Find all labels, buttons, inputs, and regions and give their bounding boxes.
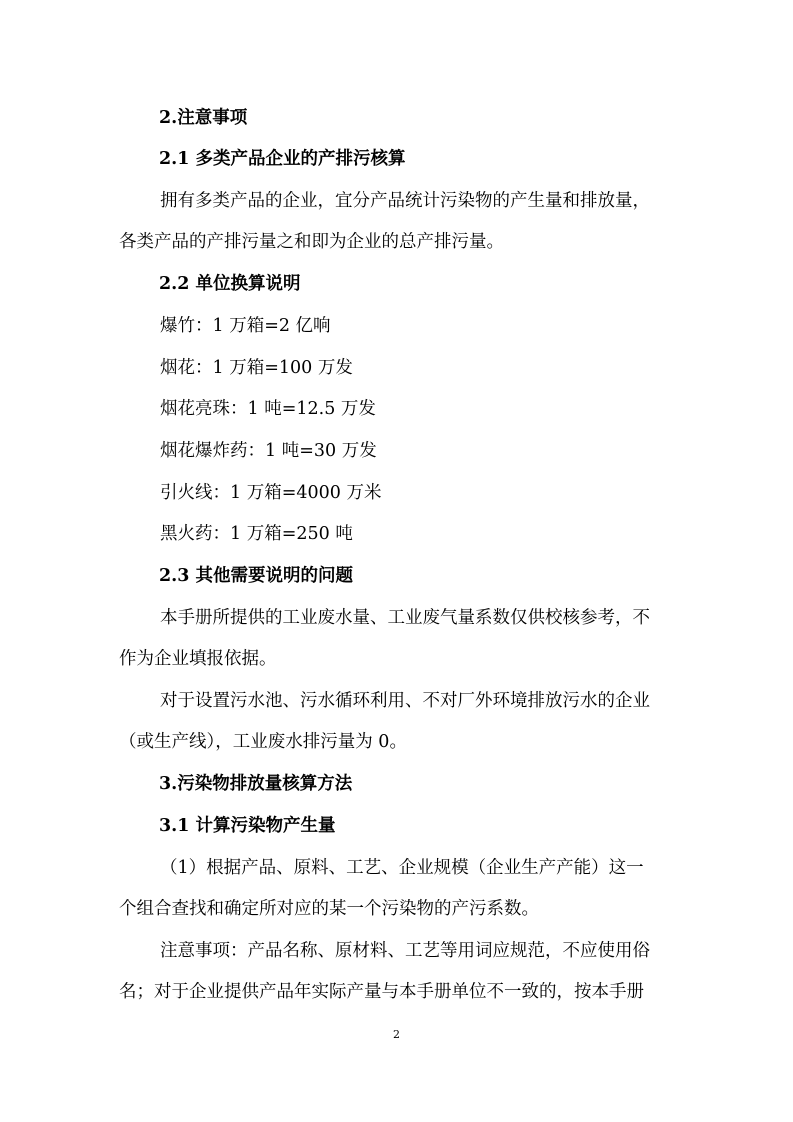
conversion-item: 烟花：1 万箱=100 万发 bbox=[160, 358, 353, 378]
paragraph-line: 各类产品的产排污量之和即为企业的总产排污量。 bbox=[119, 232, 504, 252]
subsection-heading-3-1: 3.1 计算污染物产生量 bbox=[159, 816, 336, 836]
conversion-item: 烟花爆炸药：1 吨=30 万发 bbox=[160, 441, 377, 461]
paragraph-line: （或生产线），工业废水排污量为 0。 bbox=[119, 732, 407, 752]
paragraph-line: 拥有多类产品的企业，宜分产品统计污染物的产生量和排放量， bbox=[160, 191, 650, 211]
subsection-heading-2-2: 2.2 单位换算说明 bbox=[159, 274, 301, 294]
paragraph-line: 名；对于企业提供产品年实际产量与本手册单位不一致的，按本手册 bbox=[119, 982, 644, 1002]
conversion-item: 引火线：1 万箱=4000 万米 bbox=[160, 483, 382, 503]
paragraph-line: 本手册所提供的工业废水量、工业废气量系数仅供校核参考，不 bbox=[160, 608, 650, 628]
page-number: 2 bbox=[393, 1028, 400, 1041]
subsection-heading-2-1: 2.1 多类产品企业的产排污核算 bbox=[159, 149, 406, 169]
paragraph-line: （1）根据产品、原料、工艺、企业规模（企业生产产能）这一 bbox=[160, 858, 644, 878]
conversion-item: 爆竹：1 万箱=2 亿响 bbox=[160, 316, 331, 336]
paragraph-line: 个组合查找和确定所对应的某一个污染物的产污系数。 bbox=[119, 899, 539, 919]
subsection-heading-2-3: 2.3 其他需要说明的问题 bbox=[159, 566, 354, 586]
section-heading-2: 2.注意事项 bbox=[159, 108, 248, 128]
paragraph-line: 注意事项：产品名称、原材料、工艺等用词应规范，不应使用俗 bbox=[160, 941, 650, 961]
conversion-item: 黑火药：1 万箱=250 吨 bbox=[160, 524, 353, 544]
paragraph-line: 作为企业填报依据。 bbox=[119, 649, 277, 669]
section-heading-3: 3.污染物排放量核算方法 bbox=[159, 774, 353, 794]
paragraph-line: 对于设置污水池、污水循环利用、不对厂外环境排放污水的企业 bbox=[160, 691, 650, 711]
conversion-item: 烟花亮珠：1 吨=12.5 万发 bbox=[160, 399, 376, 419]
